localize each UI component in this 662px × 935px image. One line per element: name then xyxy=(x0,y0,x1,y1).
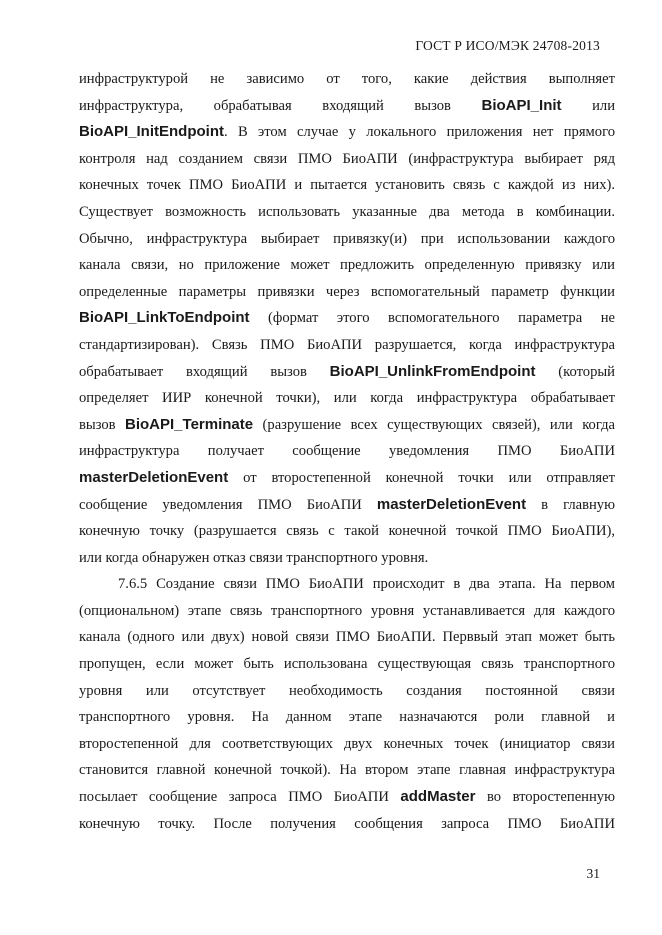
text-segment: 7.6.5 Создание связи ПМО БиоАПИ происходит в два этапа. На первом xyxy=(118,576,615,593)
text-segment: транспортного уровня. На данном этапе назначаются роли главной и xyxy=(79,709,615,726)
text-line xyxy=(79,518,615,545)
text-line xyxy=(79,598,615,625)
text-line xyxy=(79,93,615,120)
text-segment: от второстепенной конечной точки или отправляет xyxy=(228,469,615,486)
text-segment: определенные параметры привязки через вспомогательный параметр функции xyxy=(79,283,615,300)
text-line xyxy=(79,704,615,731)
text-line xyxy=(79,492,615,519)
text-segment: (разрушение всех существующих связей), или когда xyxy=(253,416,616,433)
code-identifier: BioAPI_UnlinkFromEndpoint xyxy=(329,362,536,380)
text-line xyxy=(79,678,615,705)
code-identifier: BioAPI_LinkToEndpoint xyxy=(79,309,250,327)
text-segment: обрабатывает входящий вызов xyxy=(79,363,330,380)
text-line xyxy=(79,252,615,279)
text-line xyxy=(79,811,615,838)
page-number: 31 xyxy=(586,866,600,881)
text-line xyxy=(79,438,615,465)
text-line xyxy=(79,332,615,359)
text-segment: (который xyxy=(535,363,615,380)
code-identifier: masterDeletionEvent xyxy=(376,495,527,513)
text-line xyxy=(79,146,615,173)
text-segment: . В этом случае у локального приложения нет прямого xyxy=(223,124,615,141)
text-segment: стандартизирован). Связь ПМО БиоАПИ разрушается, когда инфраструктура xyxy=(79,336,615,353)
text-segment: конечных точек ПМО БиоАПИ и пытается установить связь с каждой из них). xyxy=(79,177,615,194)
code-identifier: addMaster xyxy=(400,788,476,806)
document-header: ГОСТ Р ИСО/МЭК 24708-2013 xyxy=(415,38,600,53)
text-segment: вызов xyxy=(79,416,126,433)
text-segment: Обычно, инфраструктура выбирает привязку(и) при использовании каждого xyxy=(79,230,615,247)
text-segment: второстепенной для соответствующих двух конечных точек (инициатор связи xyxy=(79,735,615,752)
text-segment: посылает сообщение запроса ПМО БиоАПИ xyxy=(79,789,401,806)
text-line xyxy=(79,119,615,146)
text-segment: конечную точку. После получения сообщения запроса ПМО БиоАПИ xyxy=(79,815,615,832)
text-segment: или когда обнаружен отказ связи транспортного уровня. xyxy=(79,549,429,566)
text-line xyxy=(79,571,615,598)
text-segment: канала связи, но приложение может предложить определенную привязку или xyxy=(79,257,615,274)
text-segment: уровня или отсутствует необходимость создания постоянной связи xyxy=(79,682,615,699)
code-identifier: BioAPI_Terminate xyxy=(125,415,254,433)
text-segment: канала (одного или двух) новой связи ПМО БиоАПИ. Перввый этап может быть xyxy=(79,629,615,646)
text-segment: определяет ИИР конечной точки), или когда инфраструктура обрабатывает xyxy=(79,390,615,407)
text-line xyxy=(79,279,615,306)
text-line xyxy=(79,359,615,386)
text-line xyxy=(79,412,615,439)
text-segment: инфраструктура, обрабатывая входящий вызов xyxy=(79,97,482,114)
code-identifier: BioAPI_Init xyxy=(481,96,562,114)
text-line xyxy=(79,784,615,811)
text-line xyxy=(79,545,615,572)
text-line xyxy=(79,757,615,784)
code-identifier: BioAPI_InitEndpoint xyxy=(79,123,224,141)
text-segment: Существует возможность использовать указанные два метода в комбинации. xyxy=(79,203,615,220)
text-line xyxy=(79,731,615,758)
body-text xyxy=(79,66,615,837)
text-segment: инфраструктура получает сообщение уведомления ПМО БиоАПИ xyxy=(79,443,615,460)
text-segment: контроля над созданием связи ПМО БиоАПИ (инфраструктура выбирает ряд xyxy=(79,150,615,167)
text-segment: пропущен, если может быть использована существующая связь транспортного xyxy=(79,656,615,673)
text-segment: инфраструктурой не зависимо от того, какие действия выполняет xyxy=(79,71,615,87)
text-line xyxy=(79,624,615,651)
text-line xyxy=(79,66,615,93)
code-identifier: masterDeletionEvent xyxy=(79,468,229,486)
text-line xyxy=(79,651,615,678)
text-segment: в главную xyxy=(526,496,615,513)
text-segment: или xyxy=(561,97,615,114)
text-line xyxy=(79,465,615,492)
text-line xyxy=(79,226,615,253)
text-line xyxy=(79,385,615,412)
text-segment: становится главной конечной точкой). На втором этапе главная инфраструктура xyxy=(79,762,615,779)
text-segment: конечную точку (разрушается связь с такой конечной точкой ПМО БиоАПИ), xyxy=(79,523,615,540)
text-line xyxy=(79,305,615,332)
text-segment: сообщение уведомления ПМО БиоАПИ xyxy=(79,496,377,513)
text-line xyxy=(79,172,615,199)
text-segment: (формат этого вспомогательного параметра не xyxy=(249,310,615,327)
text-segment: (опциональном) этапе связь транспортного уровня устанавливается для каждого xyxy=(79,602,615,619)
text-segment: во второстепенную xyxy=(475,789,615,806)
text-line xyxy=(79,199,615,226)
